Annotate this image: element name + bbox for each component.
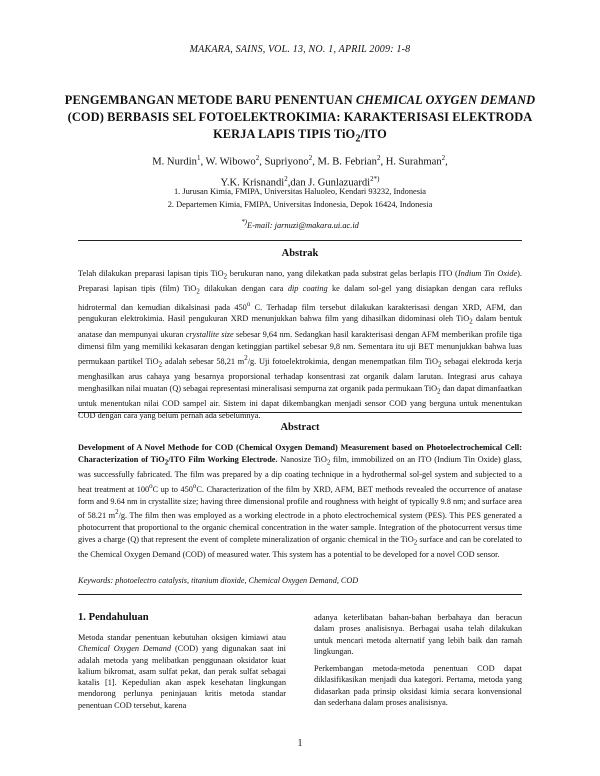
abstrak-text: Telah dilakukan preparasi lapisan tipis TiO$_2$ berukuran nano, yang dilekatkan pada substrat gelas berlapis ITO (Indium Tin Oxide). Preparasi lapisan tipis (film) TiO$_2$ dilakukan dengan cara dip coating ke dalam sol-gel yang disiapkan dengan cara refluks hidrotermal dan kemudian dikalsinasi pada 450$^o$ C. Terhadap film tersebut dilakukan karakterisasi dengan XRD, AFM, dan pengukuran elektrokimia. Hasil pengukuran XRD menunjukkan bahwa film yang dihasilkan didominasi oleh TiO$_2$ dalam bentuk anatase dan mempunyai ukuran crystallite size sebesar 9,64 nm. Sedangkan hasil karakterisasi dengan AFM memberikan profile tiga dimensi film yang memiliki kekasaran dengan ketinggian partikel sebesar 9,8 nm. Sementara itu uji BET menunjukkan bahwa luas permukaan partikel TiO$_2$ adalah sebesar 58,21 $m^2/g$. Uji fotoelektrokimia, dengan menempatkan film TiO$_2$ sebagai elektroda kerja menghasilkan arus cahaya yang besarnya proporsional terhadap konsentrasi zat organik dalam larutan. Integrasi arus cahaya menghasilkan nilai muatan (Q) sebagai representasi mineralisasi sempurna zat organik pada permukaan TiO$_2$ dan dapat dimanfaatkan untuk menentukan nilai COD sampel air. Sistem ini dapat dikembangkan menjadi sensor COD yang berguna untuk menentukan COD dengan cara yang belum pernah ada sebelumnya. [78,269,522,420]
body-paragraph: Metoda standar penentuan kebutuhan oksigen kimiawi atau Chemical Oxygen Demand (COD) yang digunakan saat ini adalah metoda yang melibatkan penggunaan oksidator kuat kalium bikromat, asam sulfat pekat, dan perak sulfat sebagai katalis [1]. Kepedulian akan aspek kesehatan lingkungan mendorong perlunya peninjauan kritis metoda standar penentuan COD tersebut, karena [78,633,286,710]
author-name: , [445,156,448,168]
author-name: , M. B. Febrian [312,156,377,168]
author-affiliation-marker: 1 [196,154,201,162]
divider-bottom [78,594,522,595]
author-affiliation-marker: 2 [284,174,288,183]
divider-top [78,240,522,241]
abstract-text: Development of A Novel Methode for COD (Chemical Oxygen Demand) Measurement based on Photoelectrochemical Cell: Characterization of TiO$_2$/ITO Film Working Electrode. Nanosize TiO$_2$ film, immobilized on an ITO (Indium Tin Oxide) glass, was successfully fabricated. The film was prepared by a dip coating technique in a hydrothermal sol-gel system and subjected to a heat treatment at 100$^o$C up to 450$^o$C. Characterization of the film by XRD, AFM, BET methods revealed the occurrence of anatase form and 9.64 nm in crystallite size; having three dimensional profile and roughness with height of typically 9.8 nm; and surface area of 58.21 $m^2/g$. The film then was employed as a working electrode in a photo electrochemical system (PES). This PES generated a photocurrent that proportional to the organic chemical concentration in the water sample. Integration of the photocurrent versus time gives a charge (Q) that represent the event of complete mineralization of organic chemical in the TiO$_2$ surface and can be corelated to the Chemical Oxygen Demand (COD) of measured water. This system has a potential to be developed for a novel COD sensor. [78,443,523,560]
email-marker: *) [241,218,247,226]
author-affiliation-marker: 2 [308,154,313,162]
title-part1: PENGEMBANGAN METODE BARU PENENTUAN [64,93,356,107]
author-name: , Supriyono [259,156,309,168]
body-column-right [314,612,522,714]
journal-header: MAKARA, SAINS, VOL. 13, NO. 1, APRIL 2009: 1-8 [189,44,411,55]
section-heading-pendahuluan: 1. Pendahuluan [78,612,149,623]
author-name: ,dan J. Gunlazuardi [287,177,371,189]
body-paragraph: Perkembangan metoda-metoda penentuan COD dapat diklasifikasikan menjadi dua kategori. Pertama, metoda yang didasarkan pada prinsip oksidasi kimia secara konvensional dan sederhana dalam proses analisisnya. [314,664,522,708]
author-affiliation-marker: 2 [255,154,260,162]
author-line-1 [60,150,540,171]
author-affiliation-marker: 2 [376,154,381,162]
abstract-heading: Abstract [280,422,320,433]
body-column-left [78,632,286,717]
email-text: E-mail: jarnuzi@makara.ui.ac.id [246,220,359,230]
author-name: M. Nurdin [152,156,197,168]
author-affiliation-marker: 2 [441,154,446,162]
affiliation-2: 2. Departemen Kimia, FMIPA, Universitas Indonesia, Depok 16424, Indonesia [167,200,433,209]
corresponding-email [60,218,540,230]
abstrak-heading: Abstrak [281,248,319,259]
body-paragraph: adanya keterlibatan bahan-bahan berbahaya dan beracun dalam proses analisisnya. Berbagai usaha telah dilakukan untuk mencari metoda alternatif yang lebih baik dan ramah lingkungan. [314,613,522,656]
author-affiliation-marker: 2*) [370,174,380,183]
title-part3: /ITO [360,127,387,141]
title-part2: (COD) BERBASIS SEL FOTOELEKTROKIMIA: KARAKTERISASI ELEKTRODA KERJA LAPIS TIPIS TiO [67,110,533,141]
author-name: , W. Wibowo [200,156,256,168]
affiliation-1: 1. Jurusan Kimia, FMIPA, Universitas Haluoleo, Kendari 93232, Indonesia [173,187,427,196]
author-name: , H. Surahman [380,156,442,168]
title-italic: CHEMICAL OXYGEN DEMAND [355,93,536,107]
keywords: Keywords: photoelectro catalysis, titanium dioxide, Chemical Oxygen Demand, COD [78,576,359,585]
author-name: Y.K. Krisnandi [220,177,285,189]
page-number: 1 [297,738,303,749]
title-subscript: 2 [355,133,361,145]
affiliations [60,185,540,211]
paper-title [60,92,540,147]
divider-middle [78,412,522,413]
